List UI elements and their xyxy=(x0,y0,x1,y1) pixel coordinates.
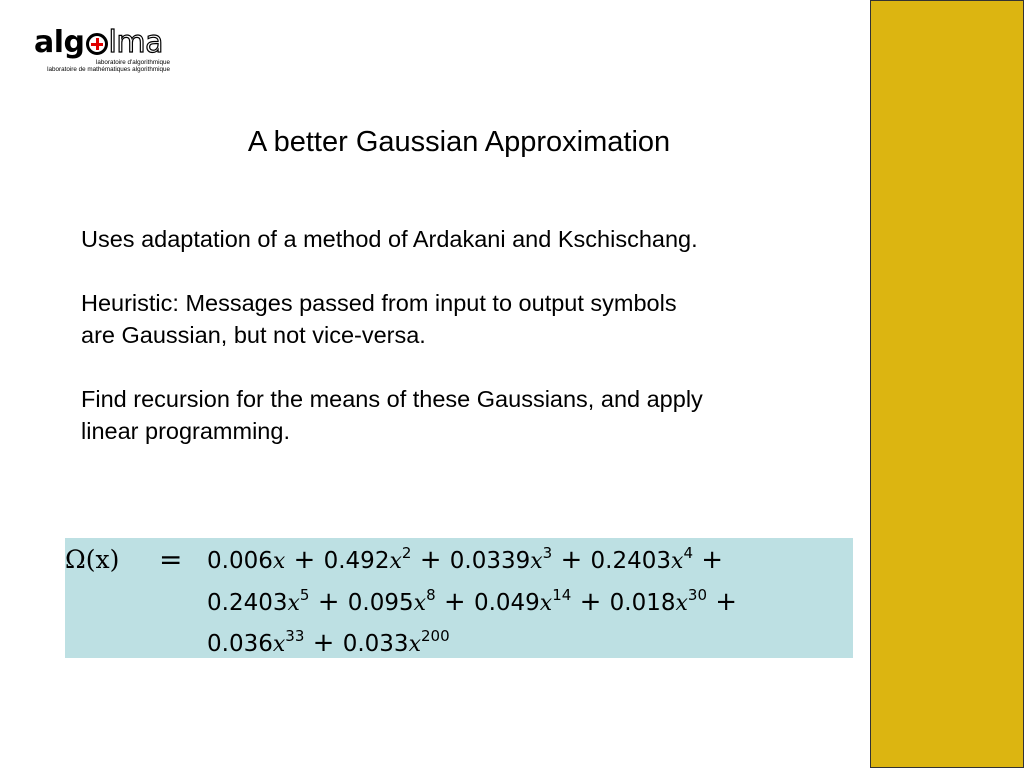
formula-term xyxy=(590,544,693,574)
logo-tagline-line-1: laboratoire d'algorithmique xyxy=(95,59,170,66)
formula-coefficient: 0.2403 xyxy=(590,548,672,574)
formula-variable: x xyxy=(272,549,286,574)
formula-coefficient: 0.049 xyxy=(473,590,540,616)
paragraph-recursion-line-1: Find recursion for the means of these Gaussians, and apply xyxy=(81,386,703,412)
formula-plus-operator: + xyxy=(435,587,474,617)
algolma-logo xyxy=(34,24,174,74)
logo-tagline xyxy=(47,59,170,73)
formula-coefficient: 0.018 xyxy=(609,590,676,616)
paragraph-heuristic-line-2: are Gaussian, but not vice-versa. xyxy=(81,322,426,348)
formula-exponent: 5 xyxy=(299,586,310,604)
logo-wordmark xyxy=(34,24,163,60)
formula-term xyxy=(207,586,310,616)
formula-plus-operator: + xyxy=(707,587,738,617)
formula-variable: x xyxy=(413,591,427,616)
formula-coefficient: 0.095 xyxy=(347,590,414,616)
paragraph-heuristic-line-1: Heuristic: Messages passed from input to output symbols xyxy=(81,290,677,316)
formula-variable: x xyxy=(671,549,684,574)
formula-variable: x xyxy=(389,549,402,574)
formula-term xyxy=(207,627,305,657)
paragraph-method: Uses adaptation of a method of Ardakani and Kschischang. xyxy=(81,226,698,252)
formula-variable: x xyxy=(675,591,688,616)
formula-exponent: 200 xyxy=(420,627,450,645)
formula-line-1 xyxy=(207,540,723,580)
formula-plus-operator: + xyxy=(571,587,610,617)
formula-term xyxy=(342,627,450,657)
formula-plus-operator: + xyxy=(304,628,343,658)
formula-coefficient: 0.033 xyxy=(342,631,409,657)
formula-box xyxy=(65,538,853,658)
logo-text-lma: lma xyxy=(108,25,163,60)
formula-term xyxy=(323,544,412,574)
formula-coefficient: 0.2403 xyxy=(207,590,288,616)
logo-text-algo: alg xyxy=(34,25,85,60)
paragraph-recursion-line-2: linear programming. xyxy=(81,418,290,444)
formula-coefficient: 0.006 xyxy=(207,548,273,574)
formula-lhs: Ω(x) xyxy=(65,545,120,574)
formula-coefficient: 0.036 xyxy=(207,631,273,657)
logo-circle-plus-icon xyxy=(86,33,108,55)
formula-coefficient: 0.0339 xyxy=(449,548,531,574)
side-accent-bar xyxy=(870,0,1024,768)
formula-plus-operator: + xyxy=(411,545,450,575)
formula-plus-operator: + xyxy=(285,545,324,575)
formula-exponent: 8 xyxy=(426,586,436,604)
formula-exponent: 4 xyxy=(683,544,693,562)
formula-plus-operator: + xyxy=(693,545,724,575)
formula-exponent: 33 xyxy=(285,627,305,645)
formula-line-3 xyxy=(207,623,450,663)
formula-variable: x xyxy=(287,591,300,616)
formula-exponent: 3 xyxy=(542,544,553,562)
formula-term xyxy=(473,586,572,616)
slide-body xyxy=(81,223,861,479)
formula-term xyxy=(449,544,553,574)
formula-term xyxy=(207,548,285,574)
formula-coefficient: 0.492 xyxy=(323,548,390,574)
formula-plus-operator: + xyxy=(309,587,348,617)
formula-exponent: 2 xyxy=(401,544,412,562)
slide-title: A better Gaussian Approximation xyxy=(247,126,671,158)
formula-exponent: 30 xyxy=(687,586,708,604)
logo-tagline-line-2: laboratoire de mathématiques algorithmique xyxy=(47,66,170,73)
formula-term xyxy=(609,586,708,616)
formula-variable: x xyxy=(408,632,421,657)
formula-plus-operator: + xyxy=(552,545,591,575)
formula-variable: x xyxy=(539,591,553,616)
degree-distribution-formula xyxy=(65,538,865,658)
formula-term xyxy=(347,586,436,616)
formula-equals: = xyxy=(159,543,183,576)
formula-variable: x xyxy=(530,549,543,574)
formula-variable: x xyxy=(272,632,286,657)
formula-line-2 xyxy=(207,582,737,622)
formula-exponent: 14 xyxy=(552,586,572,604)
